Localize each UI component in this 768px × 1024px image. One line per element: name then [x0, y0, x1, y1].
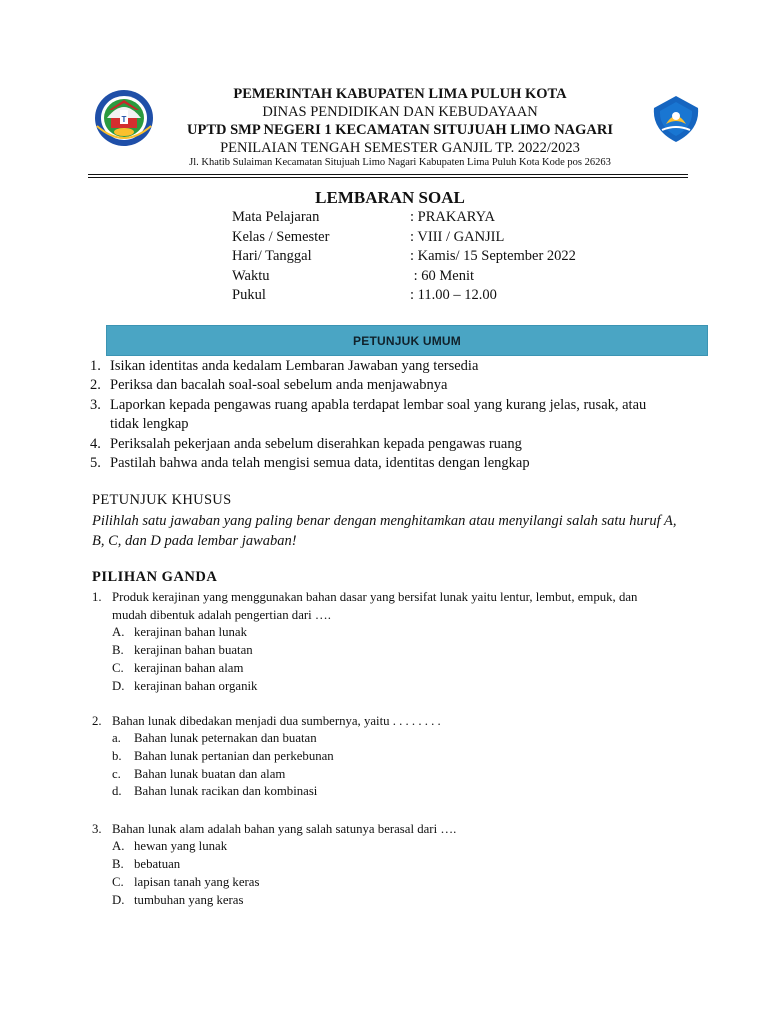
list-item-text: Pastilah bahwa anda telah mengisi semua data, identitas dengan lengkap [110, 455, 530, 472]
exam-info-value: : 11.00 – 12.00 [410, 287, 497, 303]
regency-emblem-icon [93, 88, 155, 148]
exam-info-key: Hari/ Tanggal [232, 248, 312, 264]
list-item-text: Periksalah pekerjaan anda sebelum diserahkan kepada pengawas ruang [110, 435, 522, 452]
tut-wuri-handayani-icon [648, 94, 704, 144]
answer-option [92, 892, 682, 910]
answer-option [92, 748, 682, 766]
question-number: 2. [92, 714, 102, 728]
list-item-text: Laporkan kepada pengawas ruang apabla terdapat lembar soal yang kurang jelas, rusak, atau tidak lengkap [110, 396, 647, 433]
question-text: Produk kerajinan yang menggunakan bahan dasar yang bersifat lunak yaitu lentur, lembut, empuk, dan mudah dibentuk adalah pengertian dari …. [112, 590, 638, 622]
exam-info-row [232, 248, 652, 268]
option-text: Bahan lunak pertanian dan perkebunan [134, 748, 334, 763]
option-text: kerajinan bahan lunak [134, 625, 247, 639]
option-text: Bahan lunak buatan dan alam [134, 766, 286, 781]
option-text: lapisan tanah yang keras [134, 874, 260, 889]
svg-text:T: T [121, 115, 127, 124]
option-text: kerajinan bahan buatan [134, 642, 253, 657]
list-item [90, 454, 690, 473]
option-letter: b. [112, 748, 122, 763]
option-letter: D. [112, 678, 125, 693]
list-item [90, 357, 690, 376]
option-letter: C. [112, 660, 124, 675]
list-item [90, 376, 690, 395]
exam-info-key: Mata Pelajaran [232, 209, 320, 225]
option-text: bebatuan [134, 856, 181, 871]
exam-info-value: : Kamis/ 15 September 2022 [410, 248, 576, 264]
list-item-text: Isikan identitas anda kedalam Lembaran Jawaban yang tersedia [110, 358, 479, 374]
option-letter: C. [112, 874, 124, 889]
option-letter: a. [112, 731, 121, 745]
general-instructions-list [90, 357, 690, 473]
exam-info [232, 209, 652, 307]
option-letter: c. [112, 766, 121, 781]
option-text: kerajinan bahan alam [134, 660, 244, 675]
list-item-number: 5. [90, 455, 101, 472]
exam-info-key: Kelas / Semester [232, 228, 330, 245]
option-text: Bahan lunak peternakan dan buatan [134, 731, 317, 745]
list-item [90, 396, 670, 435]
exam-info-value: : PRAKARYA [410, 209, 496, 225]
exam-info-row [232, 209, 652, 229]
special-instructions-text: Pilihlah satu jawaban yang paling benar dengan menghitamkan atau menyilangi salah satu huruf A, B, C, dan D pada lembar jawaban! [92, 513, 677, 549]
header-school: UPTD SMP NEGERI 1 KECAMATAN SITUJUAH LIMO NAGARI [186, 122, 614, 138]
header-address: Jl. Khatib Sulaiman Kecamatan Situjuah Limo Nagari Kabupaten Lima Puluh Kota Kode pos 26263 [189, 157, 611, 168]
answer-option [92, 624, 682, 642]
multiple-choice-title: PILIHAN GANDA [92, 569, 218, 585]
list-item-number: 3. [90, 396, 101, 413]
header-divider [88, 174, 688, 175]
general-instructions-title: PETUNJUK UMUM [353, 333, 461, 348]
page-title: LEMBARAN SOAL [315, 188, 465, 207]
answer-option [92, 766, 682, 784]
option-letter: B. [112, 642, 124, 657]
special-instructions-title: PETUNJUK KHUSUS [92, 492, 232, 508]
general-instructions-banner [106, 325, 708, 356]
question-number: 3. [92, 822, 102, 836]
exam-info-key: Waktu [232, 267, 270, 284]
exam-info-row [232, 229, 652, 249]
header-department: DINAS PENDIDIKAN DAN KEBUDAYAAN [262, 104, 538, 120]
answer-option [92, 838, 682, 856]
exam-info-value: : 60 Menit [410, 267, 475, 284]
option-text: kerajinan bahan organik [134, 678, 258, 693]
answer-option [92, 856, 682, 874]
option-letter: A. [112, 625, 125, 639]
list-item [90, 435, 690, 454]
option-text: hewan yang lunak [134, 839, 228, 853]
question-text: Bahan lunak alam adalah bahan yang salah satunya berasal dari …. [112, 822, 457, 836]
list-item-text: Periksa dan bacalah soal-soal sebelum anda menjawabnya [110, 377, 448, 394]
exam-info-row [232, 287, 652, 307]
option-letter: D. [112, 892, 125, 907]
answer-option [92, 660, 682, 678]
question [92, 588, 682, 696]
exam-info-value: : VIII / GANJIL [410, 228, 505, 245]
header-exam: PENILAIAN TENGAH SEMESTER GANJIL TP. 2022/2023 [220, 140, 580, 156]
answer-option [92, 678, 682, 696]
question-number: 1. [92, 590, 102, 604]
answer-option [92, 783, 682, 801]
header-divider [88, 177, 688, 178]
question-stem [92, 712, 682, 730]
option-letter: B. [112, 856, 124, 871]
list-item-number: 2. [90, 377, 101, 394]
question-text: Bahan lunak dibedakan menjadi dua sumbernya, yaitu . . . . . . . . [112, 714, 441, 728]
option-letter: A. [112, 839, 125, 853]
question [92, 712, 682, 801]
question-stem [92, 588, 672, 624]
question [92, 820, 682, 910]
option-text: Bahan lunak racikan dan kombinasi [134, 784, 318, 799]
exam-info-row [232, 268, 652, 288]
option-text: tumbuhan yang keras [134, 892, 244, 907]
list-item-number: 1. [90, 358, 101, 374]
answer-option [92, 642, 682, 660]
answer-option [92, 874, 682, 892]
answer-option [92, 730, 682, 748]
header-government: PEMERINTAH KABUPATEN LIMA PULUH KOTA [233, 86, 567, 102]
option-letter: d. [112, 784, 122, 799]
list-item-number: 4. [90, 435, 101, 452]
exam-info-key: Pukul [232, 287, 266, 303]
question-stem [92, 820, 682, 838]
